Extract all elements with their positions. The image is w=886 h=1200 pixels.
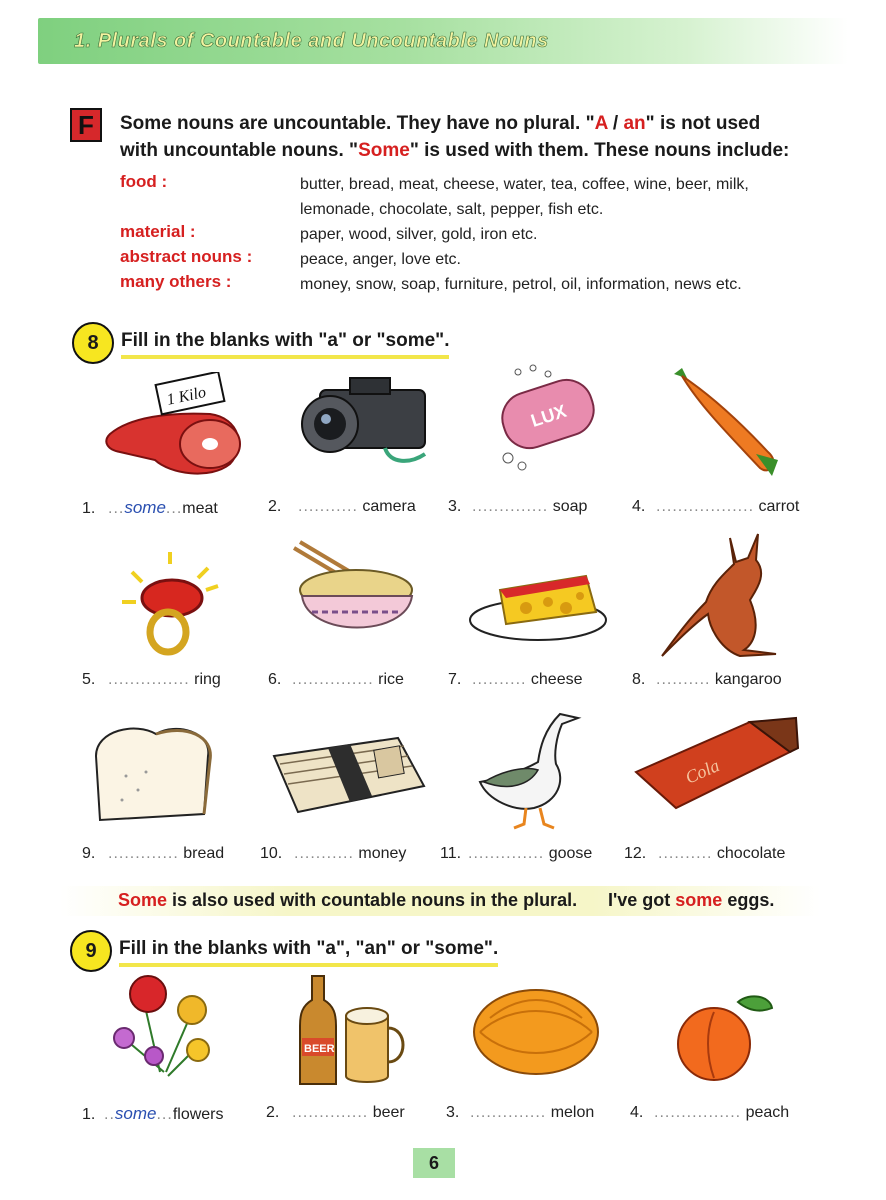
meat-picture	[100, 372, 250, 482]
ring-picture	[108, 546, 234, 656]
rice-bowl-picture	[290, 540, 424, 658]
exercise-8-item-4[interactable]: 4. .................. carrot	[632, 498, 800, 515]
blank: .............	[108, 845, 179, 862]
exercise-8-item-8[interactable]: 8. .......... kangaroo	[632, 671, 782, 688]
category-label: material :	[120, 222, 196, 241]
blank: ...........	[298, 498, 358, 515]
answer-text: some	[124, 498, 166, 517]
rule-line-2: with uncountable nouns. "Some" is used with them. These nouns include:	[120, 140, 790, 161]
category-items: peace, anger, love etc.	[300, 251, 461, 268]
blank: ..................	[656, 498, 755, 515]
blank: ..............	[472, 498, 549, 515]
exercise-8-item-10[interactable]: 10. ........... money	[260, 845, 407, 862]
category-items: butter, bread, meat, cheese, water, tea, coffee, wine, beer, milk, lemonade, chocolate, salt, pepper, fish etc.	[300, 176, 749, 218]
category-items: money, snow, soap, furniture, petrol, oil, information, news etc.	[300, 276, 742, 293]
chapter-header	[38, 18, 848, 64]
beer-label-text: BEER	[304, 1043, 335, 1055]
exercise-9-item-3[interactable]: 3. .............. melon	[446, 1104, 595, 1121]
blank: ..........	[656, 671, 711, 688]
exercise-8-title: Fill in the blanks with "a" or "some".	[121, 330, 449, 359]
category-label: abstract nouns :	[120, 247, 253, 266]
bread-picture	[86, 716, 218, 826]
exercise-9-item-2[interactable]: 2. .............. beer	[266, 1104, 405, 1121]
chapter-title: 1. Plurals of Countable and Uncountable Nouns	[74, 30, 549, 52]
note-example: I've got some eggs.	[608, 890, 775, 910]
chocolate-picture	[630, 712, 800, 822]
chocolate-brand-text: Cola	[682, 755, 723, 788]
exercise-8-item-1: 1. ...some...meat	[82, 498, 218, 517]
blank: ...............	[292, 671, 374, 688]
exercise-8-item-5[interactable]: 5. ............... ring	[82, 671, 221, 688]
page-number: 6	[413, 1148, 455, 1178]
soap-brand-text: LUX	[528, 400, 569, 431]
exercise-9-item-4[interactable]: 4. ................ peach	[630, 1104, 790, 1121]
exercise-8-item-7[interactable]: 7. .......... cheese	[448, 671, 583, 688]
price-sign-text: 1 Kilo	[165, 383, 208, 409]
exercise-8-item-3[interactable]: 3. .............. soap	[448, 498, 588, 515]
section-f-rule	[120, 110, 820, 164]
blank: ...........	[294, 845, 354, 862]
blank: ...............	[108, 671, 190, 688]
exercise-8-item-12[interactable]: 12. .......... chocolate	[624, 845, 786, 862]
exercise-8-item-6[interactable]: 6. ............... rice	[268, 671, 404, 688]
kangaroo-picture	[660, 530, 780, 660]
exercise-8-item-9[interactable]: 9. ............. bread	[82, 845, 225, 862]
blank: ..............	[292, 1104, 369, 1121]
category-label: many others :	[120, 272, 232, 291]
exercise-8-number: 8	[72, 322, 114, 364]
money-picture	[268, 726, 428, 822]
note-rule: Some is also used with countable nouns in the plural.	[118, 890, 578, 910]
blank: ..............	[468, 845, 545, 862]
flowers-picture	[104, 972, 216, 1090]
exercise-9-title: Fill in the blanks with "a", "an" or "some".	[119, 938, 498, 967]
category-label: food :	[120, 172, 168, 191]
carrot-picture	[660, 366, 780, 482]
soap-picture	[488, 362, 608, 480]
usage-note	[60, 886, 820, 916]
exercise-9-number: 9	[70, 930, 112, 972]
blank: ..........	[472, 671, 527, 688]
cheese-picture	[466, 560, 610, 650]
peach-picture	[670, 990, 780, 1082]
camera-picture	[290, 372, 440, 472]
beer-picture	[296, 972, 412, 1090]
answer-text: some	[114, 1104, 157, 1123]
blank: ..............	[470, 1104, 547, 1121]
exercise-8-item-2[interactable]: 2. ........... camera	[268, 498, 416, 515]
goose-picture	[474, 704, 582, 830]
category-items: paper, wood, silver, gold, iron etc.	[300, 226, 538, 243]
exercise-8-item-11[interactable]: 11. .............. goose	[440, 845, 593, 862]
blank: ..........	[658, 845, 713, 862]
exercise-9-item-1: 1. ..some...flowers	[82, 1104, 224, 1123]
rule-line-1: Some nouns are uncountable. They have no plural. "A / an" is not used	[120, 113, 761, 134]
blank: ................	[654, 1104, 742, 1121]
section-badge: F	[70, 108, 102, 142]
melon-picture	[470, 984, 602, 1080]
